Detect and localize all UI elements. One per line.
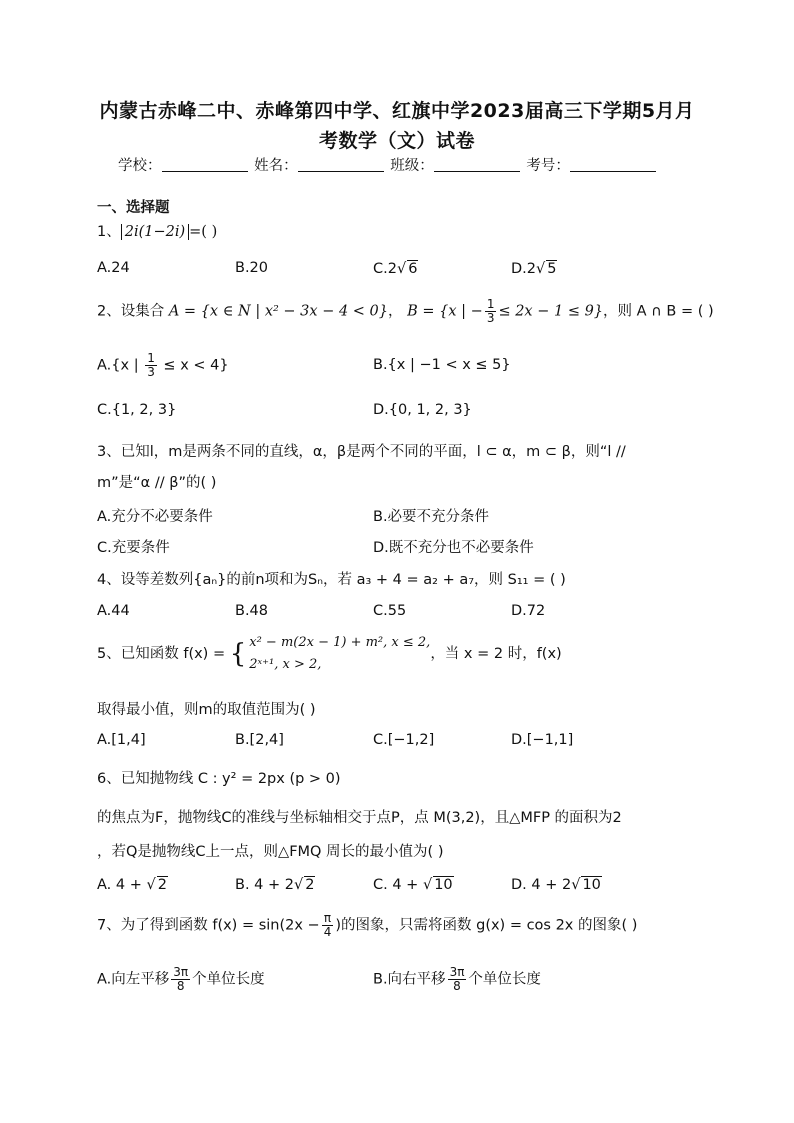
name-label: 姓名： [254, 158, 298, 174]
question-6-line1: 6、已知抛物线 C : y² = 2px (p > 0) [97, 771, 341, 787]
q3-option-d[interactable]: D.既不充分也不必要条件 [373, 540, 534, 556]
q1-option-d[interactable]: D.2√ 5 [511, 261, 557, 277]
question-4: 4、设等差数列{aₙ}的前n项和为Sₙ，若 a₃ + 4 = a₂ + a₇，则 S₁₁ = ( ) [97, 572, 566, 588]
fraction: $\frac{1}{3}$ [486, 297, 495, 325]
q4-option-c[interactable]: C.55 [373, 603, 407, 619]
class-blank[interactable] [434, 157, 520, 172]
q4-option-b[interactable]: B.48 [235, 603, 269, 619]
q6-option-a[interactable]: A. 4 + √ 2 [97, 877, 167, 893]
school-blank[interactable] [162, 157, 248, 172]
q7-option-b[interactable]: B.向右平移 $\frac{3\pi}{8}$ 个单位长度 [373, 965, 541, 993]
q2-option-d[interactable]: D.{0, 1, 2, 3} [373, 402, 472, 418]
q4-option-d[interactable]: D.72 [511, 603, 546, 619]
q4-option-a[interactable]: A.44 [97, 603, 130, 619]
q7-option-a[interactable]: A.向左平移 $\frac{3\pi}{8}$ 个单位长度 [97, 965, 265, 993]
q2-option-b[interactable]: B.{x | −1 < x ≤ 5} [373, 357, 511, 373]
q5-option-a[interactable]: A.[1,4] [97, 732, 146, 748]
q3-option-b[interactable]: B.必要不充分条件 [373, 509, 490, 525]
class-label: 班级： [390, 158, 434, 174]
question-6-line2: 的焦点为F，抛物线C的准线与坐标轴相交于点P，点 M(3,2)，且△MFP 的面积为2 [97, 810, 622, 826]
abs-expression: 2i(1−2i) [121, 224, 189, 240]
exam-number-label: 考号： [526, 158, 570, 174]
exam-title-line2: 考数学（文）试卷 [318, 130, 475, 152]
name-blank[interactable] [298, 157, 384, 172]
q6-option-d[interactable]: D. 4 + 2√ 10 [511, 877, 601, 893]
question-2: 2、设集合 A = {x ∈ N | x² − 3x − 4 < 0}， B = {x | − $\frac{1}{3}$ ≤ 2x − 1 ≤ 9}，则 A ∩ B = ( ) [97, 297, 714, 325]
q1-option-c[interactable]: C.2√ 6 [373, 261, 418, 277]
q5-option-c[interactable]: C.[−1,2] [373, 732, 435, 748]
student-info-row [118, 154, 678, 175]
question-3-line1: 3、已知l，m是两条不同的直线，α，β是两个不同的平面，l ⊂ α，m ⊂ β，则“l // [97, 444, 626, 460]
q3-option-c[interactable]: C.充要条件 [97, 540, 170, 556]
question-1: 1、 2i(1−2i) =( ) [97, 224, 218, 240]
q5-option-d[interactable]: D.[−1,1] [511, 732, 574, 748]
q1-option-b[interactable]: B.20 [235, 260, 269, 276]
exam-title-line1: 内蒙古赤峰二中、赤峰第四中学、红旗中学2023届高三下学期5月月 [99, 100, 695, 122]
question-7: 7、为了得到函数 f(x) = sin(2x − $\frac{\pi}{4}$ )的图象，只需将函数 g(x) = cos 2x 的图象( ) [97, 911, 638, 939]
q5-option-b[interactable]: B.[2,4] [235, 732, 284, 748]
question-5: 5、已知函数 f(x) = { x² − m(2x − 1) + m², x ≤ 2, 2ˣ⁺¹, x > 2, ，当 x = 2 时，f(x) [97, 632, 562, 676]
q6-option-c[interactable]: C. 4 + √ 10 [373, 877, 453, 893]
q2-option-c[interactable]: C.{1, 2, 3} [97, 402, 177, 418]
q1-option-a[interactable]: A.24 [97, 260, 130, 276]
school-label: 学校： [118, 158, 162, 174]
q2-option-a[interactable]: A.{x | $\frac{1}{3}$ ≤ x < 4} [97, 351, 229, 379]
question-6-line3: ，若Q是抛物线C上一点，则△FMQ 周长的最小值为( ) [97, 844, 444, 860]
question-3-line2: m”是“α // β”的( ) [97, 475, 217, 491]
piecewise-function: { x² − m(2x − 1) + m², x ≤ 2, 2ˣ⁺¹, x > 2, [229, 635, 431, 672]
question-5-line2: 取得最小值，则m的取值范围为( ) [97, 702, 316, 718]
section-heading: 一、选择题 [97, 200, 170, 216]
exam-number-blank[interactable] [570, 157, 656, 172]
q3-option-a[interactable]: A.充分不必要条件 [97, 509, 213, 525]
q6-option-b[interactable]: B. 4 + 2√ 2 [235, 877, 315, 893]
